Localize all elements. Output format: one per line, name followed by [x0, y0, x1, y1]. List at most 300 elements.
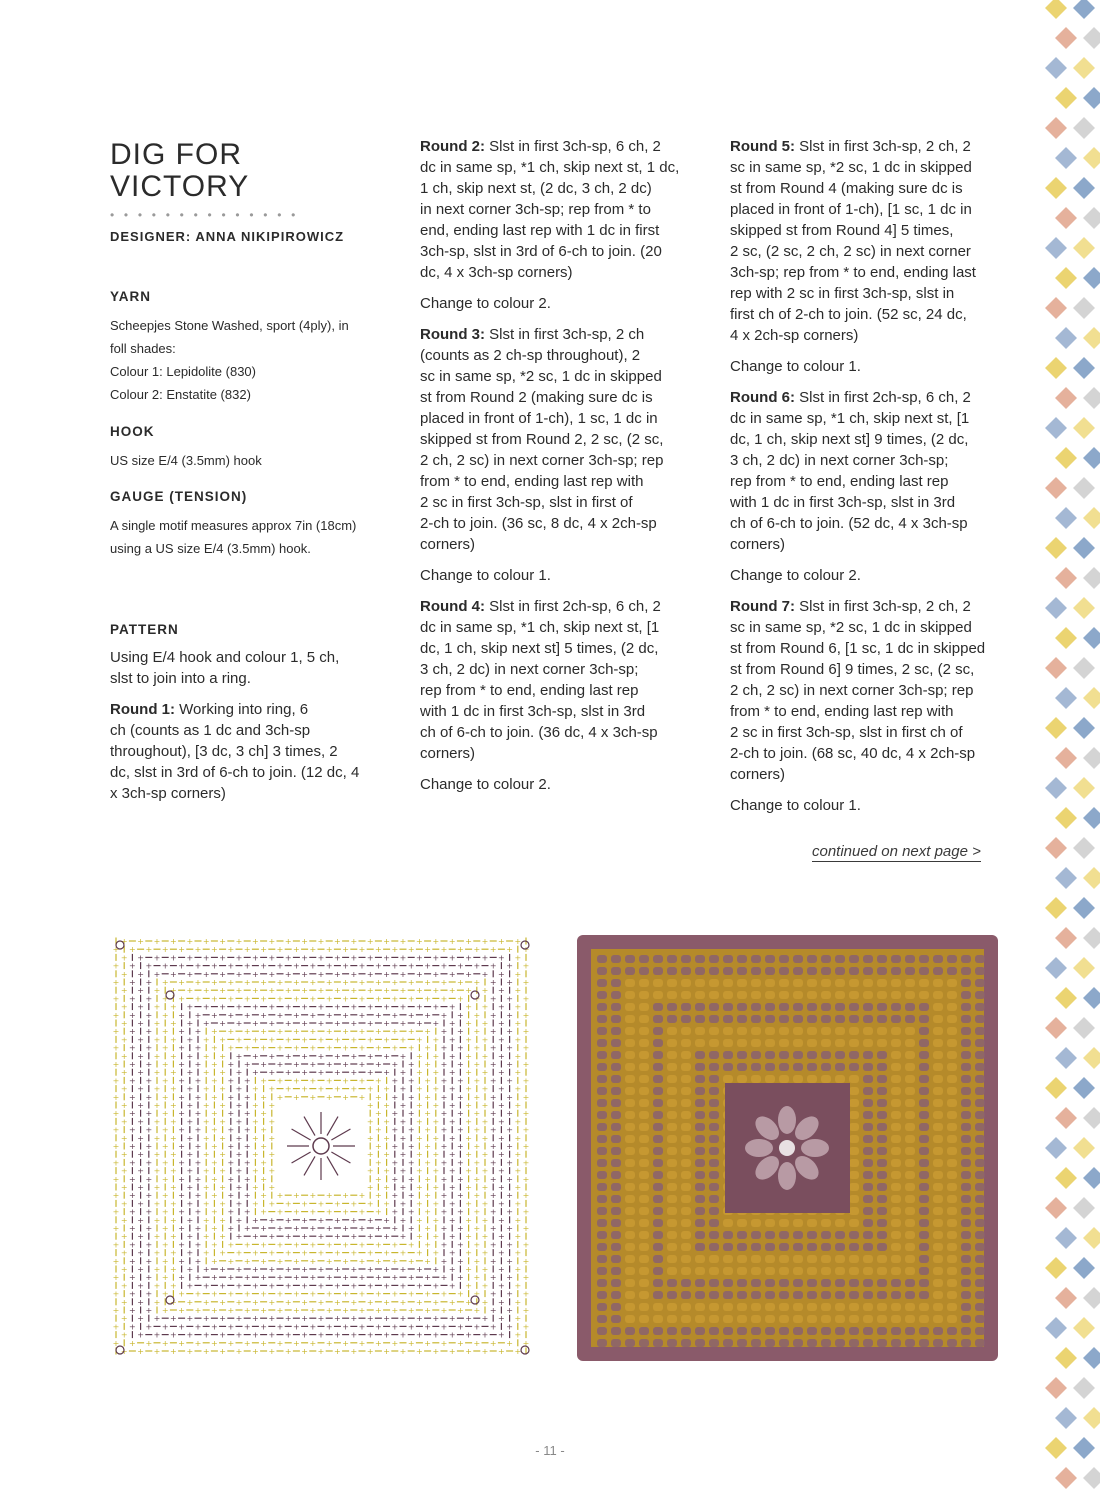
chart-stitch: + — [457, 994, 464, 1004]
chart-stitch: + — [161, 1010, 169, 1020]
chart-stitch: + — [120, 1051, 128, 1061]
chart-stitch: + — [522, 1076, 530, 1086]
chart-stitch: + — [407, 1338, 415, 1348]
chart-stitch: + — [498, 1183, 505, 1192]
photo-stitch — [709, 1195, 719, 1203]
photo-stitch — [933, 1159, 943, 1167]
chart-stitch: + — [432, 1150, 440, 1160]
chart-stitch: + — [416, 1019, 423, 1028]
photo-stitch — [891, 1327, 901, 1335]
chart-stitch: + — [178, 1092, 185, 1102]
chart-stitch: + — [202, 1297, 210, 1307]
photo-stitch — [625, 1135, 635, 1143]
chart-stitch: + — [481, 1183, 489, 1192]
chart-stitch: + — [391, 1207, 399, 1217]
photo-stitch — [625, 1099, 635, 1107]
chart-stitch: + — [145, 1207, 153, 1217]
photo-stitch — [625, 1195, 635, 1203]
photo-stitch — [737, 1267, 747, 1275]
round-text: dc in same sp, *1 ch, skip next st, [1 — [420, 619, 660, 636]
photo-stitch — [919, 1003, 929, 1011]
photo-stitch — [961, 1207, 971, 1215]
yarn-line: Colour 1: Lepidolite (830) — [110, 364, 256, 379]
chart-stitch: + — [465, 1101, 472, 1110]
photo-stitch — [891, 1243, 901, 1251]
chart-stitch: + — [211, 1174, 218, 1184]
chart-stitch: + — [186, 1265, 194, 1274]
round-text: from * to end, ending last rep with — [730, 703, 954, 720]
chart-stitch: + — [334, 969, 341, 979]
round-label: Round 2: — [420, 138, 485, 155]
chart-stitch: + — [358, 945, 366, 955]
chart-stitch: + — [383, 953, 390, 963]
photo-stitch — [961, 979, 971, 987]
chart-stitch: + — [309, 1338, 317, 1348]
chart-stitch: + — [170, 1166, 177, 1176]
chart-stitch: + — [194, 1158, 202, 1168]
chart-stitch: + — [432, 1330, 440, 1340]
photo-stitch — [653, 1243, 663, 1251]
chart-stitch: + — [416, 969, 423, 979]
photo-stitch — [625, 1339, 635, 1347]
photo-stitch — [877, 1339, 887, 1347]
chart-stitch: + — [202, 1265, 210, 1274]
chart-stitch: + — [407, 1289, 415, 1299]
chart-stitch: + — [268, 1035, 276, 1045]
chart-stitch: + — [211, 1256, 218, 1266]
chart-stitch: + — [120, 1347, 128, 1356]
chart-center-stitch — [327, 1117, 338, 1136]
chart-stitch: + — [178, 1109, 185, 1119]
chart-stitch: + — [317, 986, 325, 996]
photo-stitch — [975, 1135, 985, 1143]
chart-stitch: + — [137, 937, 144, 946]
chart-stitch: + — [202, 969, 210, 979]
photo-stitch — [779, 1051, 789, 1059]
photo-stitch — [807, 1027, 817, 1035]
chart-stitch: + — [227, 1109, 235, 1119]
photo-stitch — [947, 1243, 957, 1251]
photo-stitch — [653, 1075, 663, 1083]
photo-stitch — [695, 955, 705, 963]
round-4 — [420, 596, 705, 795]
chart-stitch: + — [227, 1207, 235, 1217]
photo-stitch — [709, 1219, 719, 1227]
photo-petal — [778, 1106, 796, 1134]
chart-stitch: + — [284, 1215, 292, 1225]
chart-stitch: + — [432, 1183, 440, 1192]
chart-stitch: + — [522, 978, 530, 987]
photo-stitch — [737, 979, 747, 987]
chart-stitch: + — [440, 994, 448, 1004]
chart-stitch: + — [407, 1076, 415, 1086]
photo-stitch — [919, 1255, 929, 1263]
photo-stitch — [695, 1015, 705, 1023]
photo-stitch — [863, 967, 873, 975]
photo-stitch — [737, 1279, 747, 1287]
chart-stitch: + — [375, 1158, 382, 1168]
chart-stitch: + — [202, 986, 210, 996]
photo-stitch — [737, 1003, 747, 1011]
chart-stitch: + — [342, 1092, 349, 1102]
chart-stitch: + — [276, 1027, 284, 1037]
photo-stitch — [695, 1051, 705, 1059]
chart-stitch: + — [506, 1338, 513, 1348]
photo-stitch — [597, 1303, 607, 1311]
chart-stitch: + — [170, 1002, 177, 1012]
chart-stitch: + — [120, 986, 128, 996]
photo-stitch — [709, 1255, 719, 1263]
photo-stitch — [933, 979, 943, 987]
photo-stitch — [821, 1231, 831, 1239]
chart-stitch: + — [178, 994, 185, 1004]
chart-stitch: + — [186, 1117, 194, 1127]
photo-stitch — [695, 979, 705, 987]
mosaic-tile — [1083, 567, 1100, 589]
photo-stitch — [751, 1015, 761, 1023]
chart-stitch: + — [293, 945, 300, 955]
photo-stitch — [793, 1255, 803, 1263]
chart-stitch: + — [243, 961, 251, 971]
photo-stitch — [751, 1063, 761, 1071]
photo-stitch — [877, 1063, 887, 1071]
photo-stitch — [807, 1255, 817, 1263]
chart-stitch: + — [161, 1224, 169, 1233]
chart-stitch: + — [284, 986, 292, 996]
chart-stitch: + — [309, 1092, 317, 1102]
photo-stitch — [681, 1303, 691, 1311]
photo-stitch — [821, 1027, 831, 1035]
photo-stitch — [695, 1219, 705, 1227]
photo-stitch — [961, 1243, 971, 1251]
chart-stitch: + — [432, 1117, 440, 1127]
chart-stitch: + — [350, 1002, 358, 1012]
chart-stitch: + — [260, 961, 267, 971]
chart-stitch: + — [293, 1289, 300, 1299]
photo-stitch — [639, 1111, 649, 1119]
photo-stitch — [821, 1291, 831, 1299]
photo-stitch — [947, 1003, 957, 1011]
chart-stitch: + — [235, 1068, 243, 1078]
photo-stitch — [933, 1147, 943, 1155]
photo-stitch — [849, 1003, 859, 1011]
photo-stitch — [639, 1219, 649, 1227]
photo-stitch — [919, 1207, 929, 1215]
chart-stitch: + — [153, 1035, 161, 1045]
chart-stitch: + — [498, 1150, 505, 1160]
chart-stitch: + — [161, 1191, 169, 1201]
photo-stitch — [625, 1051, 635, 1059]
photo-stitch — [905, 1207, 915, 1215]
photo-stitch — [709, 1279, 719, 1287]
photo-stitch — [709, 1159, 719, 1167]
chart-stitch: + — [161, 978, 169, 987]
photo-stitch — [779, 1039, 789, 1047]
chart-stitch: + — [440, 1256, 448, 1266]
photo-stitch — [849, 1159, 859, 1167]
photo-stitch — [625, 1243, 635, 1251]
round-label: Round 1: — [110, 701, 175, 718]
photo-stitch — [793, 1027, 803, 1035]
photo-stitch — [779, 1003, 789, 1011]
photo-petal — [801, 1139, 829, 1157]
chart-stitch: + — [399, 1002, 407, 1012]
chart-stitch: + — [235, 1330, 243, 1340]
mosaic-tile — [1073, 417, 1095, 439]
chart-stitch: + — [252, 1133, 259, 1143]
chart-stitch: + — [137, 1101, 144, 1110]
chart-stitch: + — [137, 1215, 144, 1225]
chart-stitch: + — [522, 994, 530, 1004]
photo-stitch — [919, 955, 929, 963]
photo-stitch — [751, 1315, 761, 1323]
mosaic-tile — [1055, 867, 1077, 889]
photo-stitch — [695, 1027, 705, 1035]
chart-stitch: + — [399, 1281, 407, 1291]
chart-stitch: + — [399, 1051, 407, 1061]
chart-stitch: + — [432, 1232, 440, 1242]
mosaic-tile — [1073, 357, 1095, 379]
photo-stitch — [905, 1171, 915, 1179]
photo-stitch — [835, 955, 845, 963]
chart-stitch: + — [129, 978, 136, 987]
photo-stitch — [933, 1003, 943, 1011]
photo-stitch — [765, 1075, 775, 1083]
chart-stitch: + — [161, 1273, 169, 1283]
pattern-heading: PATTERN — [110, 622, 179, 637]
chart-stitch: + — [161, 1043, 169, 1053]
chart-stitch: + — [129, 1322, 136, 1332]
chart-stitch: + — [170, 1297, 177, 1307]
chart-stitch: + — [407, 1125, 415, 1135]
photo-stitch — [933, 1279, 943, 1287]
chart-stitch: + — [375, 1092, 382, 1102]
chart-stitch: + — [137, 1051, 144, 1061]
chart-stitch: + — [448, 1002, 456, 1012]
chart-stitch: + — [481, 1330, 489, 1340]
mosaic-tile — [1055, 1107, 1077, 1129]
chart-stitch: + — [473, 1338, 481, 1348]
chart-stitch: + — [366, 969, 374, 979]
chart-stitch: + — [112, 1060, 120, 1069]
chart-stitch: + — [194, 1043, 202, 1053]
chart-stitch: + — [514, 1281, 522, 1291]
chart-stitch: + — [424, 1125, 431, 1135]
chart-stitch: + — [219, 1002, 226, 1012]
photo-stitch — [807, 1003, 817, 1011]
photo-stitch — [863, 1255, 873, 1263]
chart-stitch: + — [301, 1002, 308, 1012]
chart-stitch: + — [366, 1068, 374, 1078]
chart-stitch: + — [416, 1150, 423, 1160]
continued-link[interactable]: continued on next page > — [812, 843, 981, 860]
mosaic-tile — [1055, 567, 1077, 589]
photo-stitch — [947, 1087, 957, 1095]
photo-stitch — [919, 991, 929, 999]
chart-stitch: + — [489, 1158, 497, 1168]
photo-stitch — [975, 1099, 985, 1107]
photo-stitch — [975, 979, 985, 987]
chart-stitch: + — [252, 1265, 259, 1274]
mosaic-tile — [1055, 987, 1077, 1009]
photo-stitch — [947, 1231, 957, 1239]
chart-stitch: + — [473, 1010, 481, 1020]
chart-stitch: + — [243, 1191, 251, 1201]
chart-stitch: + — [383, 1265, 390, 1274]
mosaic-tile — [1083, 147, 1100, 169]
chart-stitch: + — [391, 1191, 399, 1201]
chart-stitch: + — [317, 1347, 325, 1356]
chart-stitch: + — [465, 1297, 472, 1307]
chart-stitch: + — [129, 1224, 136, 1233]
chart-stitch: + — [522, 1174, 530, 1184]
chart-stitch: + — [211, 994, 218, 1004]
chart-stitch: + — [399, 1183, 407, 1192]
chart-stitch: + — [268, 1232, 276, 1242]
chart-stitch: + — [194, 945, 202, 955]
chart-stitch: + — [506, 1306, 513, 1315]
chart-stitch: + — [301, 1051, 308, 1061]
chart-stitch: + — [309, 1256, 317, 1266]
photo-stitch — [611, 1075, 621, 1083]
chart-stitch: + — [416, 1035, 423, 1045]
photo-stitch — [639, 1015, 649, 1023]
chart-stitch: + — [325, 1338, 333, 1348]
chart-stitch: + — [514, 1068, 522, 1078]
photo-stitch — [877, 1159, 887, 1167]
mosaic-tile — [1083, 87, 1100, 109]
chart-stitch: + — [457, 961, 464, 971]
photo-stitch — [723, 1255, 733, 1263]
chart-stitch: + — [186, 1133, 194, 1143]
chart-stitch: + — [498, 1084, 505, 1094]
chart-stitch: + — [407, 1142, 415, 1151]
chart-stitch: + — [153, 1232, 161, 1242]
chart-stitch: + — [514, 1297, 522, 1307]
photo-stitch — [905, 1243, 915, 1251]
crochet-chart-diagram — [110, 935, 535, 1360]
chart-stitch: + — [489, 945, 497, 955]
chart-stitch: + — [481, 1084, 489, 1094]
photo-stitch — [891, 1003, 901, 1011]
chart-stitch: + — [137, 1133, 144, 1143]
chart-stitch: + — [448, 1330, 456, 1340]
chart-stitch: + — [120, 1002, 128, 1012]
photo-stitch — [793, 979, 803, 987]
chart-stitch: + — [178, 1010, 185, 1020]
photo-stitch — [863, 1327, 873, 1335]
chart-stitch: + — [325, 1240, 333, 1250]
chart-stitch: + — [506, 978, 513, 987]
chart-stitch: + — [194, 1273, 202, 1283]
photo-stitch — [695, 967, 705, 975]
photo-stitch — [597, 1315, 607, 1323]
photo-stitch — [681, 1159, 691, 1167]
chart-stitch: + — [137, 1347, 144, 1356]
chart-stitch: + — [145, 1125, 153, 1135]
photo-stitch — [975, 967, 985, 975]
photo-stitch — [667, 1135, 677, 1143]
chart-stitch: + — [112, 961, 120, 971]
chart-stitch: + — [432, 1133, 440, 1143]
chart-stitch: + — [219, 1035, 226, 1045]
chart-stitch: + — [301, 1035, 308, 1045]
photo-stitch — [905, 1075, 915, 1083]
chart-stitch: + — [202, 1330, 210, 1340]
chart-stitch: + — [178, 945, 185, 955]
chart-stitch: + — [391, 1092, 399, 1102]
photo-stitch — [947, 967, 957, 975]
chart-stitch: + — [514, 1133, 522, 1143]
change-colour: Change to colour 2. — [730, 567, 861, 584]
chart-stitch: + — [202, 1347, 210, 1356]
photo-stitch — [695, 1315, 705, 1323]
photo-stitch — [639, 1099, 649, 1107]
photo-stitch — [905, 991, 915, 999]
photo-stitch — [961, 1231, 971, 1239]
chart-stitch: + — [334, 1002, 341, 1012]
photo-stitch — [849, 1315, 859, 1323]
chart-stitch: + — [317, 1281, 325, 1291]
chart-stitch: + — [514, 937, 522, 946]
photo-stitch — [835, 1231, 845, 1239]
mosaic-tile — [1073, 477, 1095, 499]
chart-stitch: + — [268, 1133, 276, 1143]
chart-stitch: + — [243, 1060, 251, 1069]
chart-stitch: + — [375, 1027, 382, 1037]
chart-stitch: + — [473, 1076, 481, 1086]
chart-stitch: + — [178, 1322, 185, 1332]
chart-stitch: + — [416, 1215, 423, 1225]
chart-stitch: + — [498, 1068, 505, 1078]
chart-stitch: + — [481, 1281, 489, 1291]
chart-stitch: + — [325, 1191, 333, 1201]
chart-stitch: + — [293, 1191, 300, 1201]
photo-stitch — [877, 1291, 887, 1299]
photo-stitch — [933, 1267, 943, 1275]
chart-stitch: + — [514, 1347, 522, 1356]
photo-stitch — [611, 979, 621, 987]
photo-stitch — [933, 1327, 943, 1335]
chart-stitch: + — [358, 1273, 366, 1283]
round-text: corners) — [730, 536, 786, 553]
chart-stitch: + — [416, 1347, 423, 1356]
photo-stitch — [611, 1327, 621, 1335]
chart-stitch: + — [227, 1076, 235, 1086]
chart-stitch: + — [120, 1297, 128, 1307]
chart-stitch: + — [243, 1256, 251, 1266]
photo-stitch — [793, 1267, 803, 1275]
chart-stitch: + — [211, 1158, 218, 1168]
mosaic-tile — [1083, 27, 1100, 49]
chart-stitch: + — [194, 978, 202, 987]
photo-stitch — [807, 967, 817, 975]
chart-stitch: + — [129, 1109, 136, 1119]
mosaic-tile — [1045, 957, 1067, 979]
chart-stitch: + — [211, 1027, 218, 1037]
photo-stitch — [961, 1075, 971, 1083]
photo-stitch — [779, 1303, 789, 1311]
photo-stitch — [667, 1315, 677, 1323]
photo-stitch — [625, 1183, 635, 1191]
mosaic-tile — [1083, 387, 1100, 409]
chart-stitch: + — [153, 1281, 161, 1291]
chart-stitch: + — [243, 994, 251, 1004]
chart-stitch: + — [153, 1265, 161, 1274]
chart-stitch: + — [202, 1035, 210, 1045]
photo-stitch — [835, 1039, 845, 1047]
mosaic-tile — [1073, 1017, 1095, 1039]
